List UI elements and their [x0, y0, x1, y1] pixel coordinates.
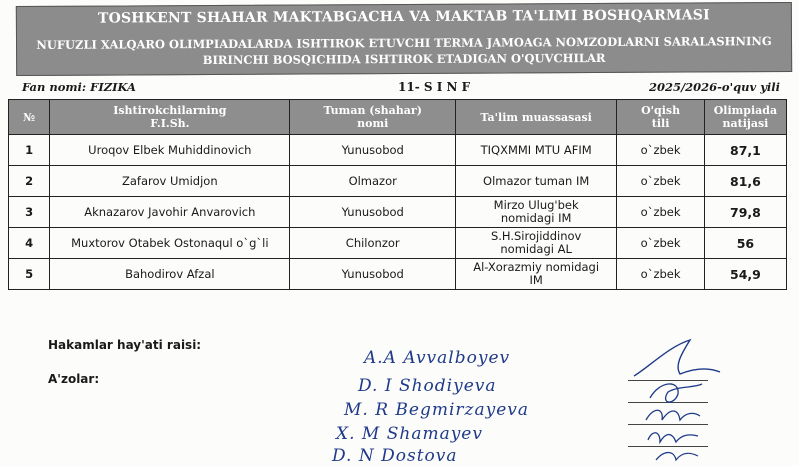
col-school-header: Ta'lim muassasasi	[455, 100, 616, 135]
table-row	[9, 228, 787, 259]
row-school-l2: IM	[529, 273, 543, 287]
participants-table	[8, 99, 787, 290]
col-result-header-l1: Olimpiada	[713, 104, 778, 117]
member-signature	[656, 453, 698, 461]
row-school-l2: nomidagi AL	[500, 242, 572, 256]
row-name: Muxtorov Otabek Ostonaqul o`g`li	[50, 228, 290, 259]
row-num: 4	[9, 228, 50, 259]
row-num: 1	[9, 135, 50, 166]
row-district: Yunusobod	[290, 135, 455, 166]
row-num: 2	[9, 166, 50, 197]
col-lang-header-l2: tili	[651, 117, 670, 130]
row-lang: o`zbek	[617, 135, 705, 166]
members-label: A'zolar:	[48, 372, 100, 386]
col-district-header	[290, 100, 455, 135]
chair-label: Hakamlar hay'ati raisi:	[48, 338, 202, 352]
header-subtitle	[17, 33, 791, 69]
table-row	[9, 259, 787, 290]
member-signature	[650, 384, 702, 402]
row-school	[455, 166, 616, 197]
handwritten-name-3: M. R Begmirzayeva	[344, 400, 530, 420]
row-school	[455, 259, 616, 290]
table-row	[9, 166, 787, 197]
row-district: Olmazor	[290, 166, 455, 197]
row-district: Chilonzor	[290, 228, 455, 259]
member-signature	[646, 410, 700, 420]
member-signature	[648, 433, 698, 442]
col-district-header-l1: Tuman (shahar)	[323, 104, 422, 117]
row-num: 3	[9, 197, 50, 228]
row-school	[455, 197, 616, 228]
row-school-l1: TIQXMMI MTU AFIM	[480, 142, 592, 157]
row-district: Yunusobod	[290, 259, 455, 290]
table-row	[9, 197, 787, 228]
row-name: Aknazarov Javohir Anvarovich	[50, 197, 290, 228]
row-school-l1: S.H.Sirojiddinov	[490, 229, 582, 243]
row-name: Zafarov Umidjon	[50, 166, 290, 197]
col-result-header-l2: natijasi	[722, 117, 769, 130]
table-row	[9, 135, 787, 166]
row-num: 5	[9, 259, 50, 290]
row-lang: o`zbek	[617, 166, 705, 197]
header-title: TOSHKENT SHAHAR MAKTABGACHA VA MAKTAB TA'LIMI BOSHQARMASI	[97, 7, 710, 27]
header-subtitle-line2: BIRINCHI BOSQICHIDA ISHTIROK ETADIGAN O'QUVCHILAR	[202, 50, 606, 68]
row-score: 87,1	[704, 135, 786, 166]
row-name: Bahodirov Afzal	[50, 259, 290, 290]
row-score: 56	[704, 228, 786, 259]
row-school	[455, 228, 616, 259]
document-header	[16, 2, 792, 76]
row-score: 54,9	[704, 259, 786, 290]
col-lang-header-l1: O'qish	[641, 104, 681, 117]
row-lang: o`zbek	[617, 259, 705, 290]
handwritten-name-5: D. N Dostova	[332, 446, 458, 466]
col-lang-header	[617, 100, 705, 135]
row-school-l1: Mirzo Ulug'bek	[493, 198, 579, 212]
col-result-header	[704, 100, 786, 135]
row-score: 79,8	[704, 197, 786, 228]
row-school-l1: Olmazor tuman IM	[483, 173, 590, 188]
row-school-l1: Al-Xorazmiy nomidagi	[473, 260, 600, 274]
row-name: Uroqov Elbek Muhiddinovich	[50, 135, 290, 166]
grade-label: 11- S I N F	[398, 80, 471, 94]
header-subtitle-line1: NUFUZLI XALQARO OLIMPIADALARDA ISHTIROK ETUVCHI TERMA JAMOAGA NOMZODLARNI SARALASHNING	[36, 34, 772, 52]
row-school	[455, 135, 616, 166]
col-name-header-l2: F.I.Sh.	[150, 117, 190, 130]
col-name-header-l1: Ishtirokchilarning	[113, 104, 227, 117]
subject-label: Fan nomi: FIZIKA	[22, 80, 136, 94]
row-score: 81,6	[704, 166, 786, 197]
col-name-header	[50, 100, 290, 135]
chair-signature	[634, 340, 720, 376]
handwritten-name-4: X. M Shamayev	[336, 424, 483, 444]
signature-scribbles	[620, 336, 730, 466]
row-district: Yunusobod	[290, 197, 455, 228]
row-lang: o`zbek	[617, 197, 705, 228]
handwritten-name-1: A.A Avvalboyev	[364, 348, 511, 368]
table-header-row	[9, 100, 787, 135]
school-year: 2025/2026-o'quv yili	[648, 80, 780, 94]
col-num-header: №	[9, 100, 50, 135]
handwritten-name-2: D. I Shodiyeva	[358, 376, 497, 396]
col-district-header-l2: nomi	[357, 117, 389, 130]
row-school-l2: nomidagi IM	[500, 211, 572, 225]
meta-row	[20, 80, 780, 98]
row-lang: o`zbek	[617, 228, 705, 259]
